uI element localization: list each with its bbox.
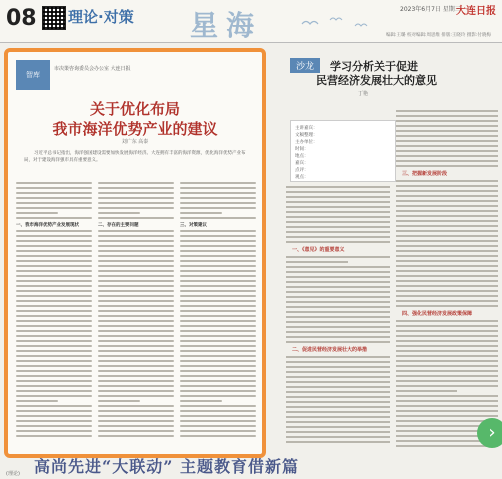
text-line [286,216,390,218]
text-line [98,405,174,407]
text-line [286,206,390,208]
text-line [16,335,92,337]
text-line [98,310,174,312]
text-line [286,301,390,303]
text-line [98,265,174,267]
text-line [180,315,256,317]
text-line [286,406,390,408]
text-line [396,125,498,127]
text-line [180,182,256,184]
text-line [16,340,92,342]
text-line [16,315,92,317]
article-tag: 智库 [16,60,50,90]
text-line [16,240,92,242]
editor-credits: 编辑:王璐 校对编辑:周思维 排版:王晓玲 摄影:付晓梅 [386,33,491,38]
text-line [16,390,92,392]
text-line [286,296,390,298]
text-line [16,255,92,257]
text-line [98,325,174,327]
text-line [180,435,256,437]
article-source: 市决策咨询委员会办公室 大连日报 [54,66,131,72]
article-section-heading: 一、我市海洋优势产业发展现状 [16,223,79,228]
text-line [16,192,92,194]
side-article-tag: 沙龙 [290,58,320,73]
text-line [180,430,256,432]
text-line [286,236,390,238]
text-line [180,400,222,402]
text-line [396,195,498,197]
text-line [396,130,498,132]
text-line [98,197,174,199]
text-line [98,202,174,204]
text-line [98,182,174,184]
text-line [98,320,174,322]
text-line [98,365,174,367]
text-line [396,345,498,347]
text-line [98,212,140,214]
text-line [98,390,174,392]
text-line [16,202,92,204]
text-line [396,360,498,362]
text-line [286,341,390,343]
text-line [286,416,390,418]
text-line [396,205,498,207]
text-line [180,340,256,342]
text-line [16,395,92,397]
text-line [396,330,498,332]
text-line [16,385,92,387]
info-row: 观点： [295,175,309,180]
text-line [180,310,256,312]
text-line [286,361,390,363]
text-line [286,396,390,398]
text-line [16,310,92,312]
text-line [396,280,498,282]
text-line [286,211,390,213]
text-line [180,230,256,232]
next-article-label: (理论) [6,471,20,477]
masthead: 星海 [190,9,263,42]
side-section-heading: 二、促进民营经济发展壮大的举措 [292,347,368,353]
text-line [180,360,256,362]
text-line [286,306,390,308]
text-line [396,365,498,367]
text-line [396,225,498,227]
text-line [396,275,498,277]
text-line [396,390,457,392]
text-line [286,316,390,318]
section-title: 理论·对策 [68,8,134,26]
text-line [396,240,498,242]
text-line [396,305,498,307]
text-line [98,410,174,412]
text-line [98,275,174,277]
text-line [16,400,58,402]
text-line [16,295,92,297]
text-line [396,200,498,202]
info-row: 地点： [295,154,309,159]
text-line [286,326,390,328]
text-line [286,421,390,423]
text-line [180,350,256,352]
text-line [286,186,390,188]
text-line [16,360,92,362]
text-line [98,335,174,337]
text-line [286,426,390,428]
text-line [396,325,498,327]
text-line [16,355,92,357]
text-line [396,210,498,212]
text-line [180,270,256,272]
text-line [396,160,498,162]
birds-illustration [300,14,380,34]
text-line [98,385,174,387]
text-line [98,425,174,427]
info-row: 文稿整理： [295,133,318,138]
text-line [16,182,92,184]
article-lead: 习近平总书记指出，海洋强国建设需要加快发展海洋经济。大连拥有丰富的海洋资源，优化海洋优势产业布局，对于建设海洋强市具有重要意义。 [24,151,246,163]
text-line [286,226,390,228]
text-line [396,115,498,117]
article-title-line1: 关于优化布局 [89,100,180,118]
text-line [286,281,390,283]
text-line [286,431,390,433]
text-line [286,241,390,243]
text-line [396,335,498,337]
text-line [98,270,174,272]
text-line [16,330,92,332]
text-line [286,196,390,198]
text-line [396,185,498,187]
text-line [98,375,174,377]
text-line [286,366,390,368]
side-article-title-line2[interactable]: 民营经济发展壮大的意见 [316,74,437,87]
text-line [180,187,256,189]
text-line [396,155,498,157]
text-line [180,355,256,357]
text-line [396,295,498,297]
text-line [286,401,390,403]
info-row: 主讲嘉宾： [295,126,318,131]
text-line [286,331,390,333]
text-line [286,286,390,288]
text-line [98,355,174,357]
text-line [180,240,256,242]
article-section-heading: 二、存在的主要问题 [98,223,139,228]
text-line [396,400,498,402]
text-line [98,260,174,262]
text-line [180,207,256,209]
text-line [180,335,256,337]
text-line [16,380,92,382]
next-article-title[interactable]: 高尚先进“大联动” 主题教育借新篇 [34,457,299,476]
text-line [396,410,498,412]
text-line [98,380,174,382]
article-column [16,182,92,444]
text-line [396,340,498,342]
side-section-heading: 三、把握新发展阶段 [402,171,448,177]
text-line [396,415,498,417]
text-line [286,191,390,193]
text-line [180,275,256,277]
text-line [396,405,498,407]
text-line [286,291,390,293]
text-line [180,425,256,427]
text-line [98,360,174,362]
text-line [286,256,390,258]
text-line [98,370,174,372]
text-line [396,260,498,262]
text-line [396,135,498,137]
text-line [180,395,256,397]
text-line [16,217,92,219]
text-line [396,290,498,292]
text-line [396,285,498,287]
text-line [396,110,498,112]
text-line [98,235,174,237]
issue-date: 2023年6月7日 星期三 [400,6,461,13]
text-line [16,290,92,292]
text-line [16,410,92,412]
text-line [16,230,92,232]
text-line [286,441,390,443]
text-line [98,415,174,417]
next-page-button[interactable]: › [477,418,502,448]
text-line [98,340,174,342]
text-line [180,192,256,194]
text-line [180,197,256,199]
text-line [180,380,256,382]
text-line [16,365,92,367]
text-line [16,325,92,327]
text-line [16,435,92,437]
text-line [16,187,92,189]
text-line [396,255,498,257]
text-line [180,202,256,204]
article-byline: 刘广东 高泰 [121,139,149,145]
text-line [98,430,174,432]
text-line [286,391,390,393]
info-row: 嘉宾： [295,161,309,166]
text-line [16,320,92,322]
text-line [98,420,174,422]
text-line [396,180,498,182]
text-line [180,295,256,297]
text-line [396,215,498,217]
text-line [286,261,348,263]
text-line [16,370,92,372]
text-line [286,386,390,388]
text-line [286,381,390,383]
text-line [16,197,92,199]
text-line [98,240,174,242]
header-divider [0,42,502,43]
text-line [98,187,174,189]
text-line [180,265,256,267]
text-line [286,311,390,313]
text-line [396,150,498,152]
page-number: 08 [6,6,37,31]
text-line [16,260,92,262]
text-line [180,245,256,247]
text-line [396,140,498,142]
article-column [98,182,174,444]
text-line [180,375,256,377]
text-line [180,325,256,327]
article-section-heading: 三、对策建议 [180,223,207,228]
text-line [98,330,174,332]
text-line [396,265,498,267]
text-line [286,266,390,268]
text-line [396,235,498,237]
text-line [396,300,498,302]
text-line [16,345,92,347]
text-line [98,435,174,437]
article-column [180,182,256,444]
text-line [16,420,92,422]
text-line [180,365,256,367]
text-line [16,275,92,277]
text-line [98,305,174,307]
text-line [286,411,390,413]
newspaper-name: 大连日报 [456,6,496,17]
text-line [286,356,390,358]
text-line [98,315,174,317]
text-line [180,330,256,332]
text-line [98,395,174,397]
text-line [98,285,174,287]
text-line [16,235,92,237]
text-line [180,260,256,262]
text-line [180,370,256,372]
text-line [98,300,174,302]
text-line [16,270,92,272]
text-line [286,336,390,338]
side-section-heading: 四、强化民营经济发展政策保障 [402,311,473,317]
text-line [180,320,256,322]
text-line [16,415,92,417]
side-article-body [286,110,498,450]
text-line [286,231,390,233]
text-line [180,300,256,302]
text-line [396,165,498,167]
info-row: 时间： [295,147,309,152]
text-line [98,345,174,347]
text-line [180,217,256,219]
text-line [180,280,256,282]
text-line [98,192,174,194]
info-row: 点评： [295,168,309,173]
text-line [98,290,174,292]
text-line [286,376,390,378]
text-line [180,290,256,292]
text-line [396,375,498,377]
text-line [98,400,140,402]
text-line [16,207,92,209]
text-line [396,350,498,352]
text-line [98,230,174,232]
text-line [286,201,390,203]
text-line [286,271,390,273]
text-line [396,270,498,272]
text-line [180,385,256,387]
text-line [286,276,390,278]
text-line [396,220,498,222]
text-line [98,295,174,297]
text-line [396,385,498,387]
text-line [98,250,174,252]
text-line [98,255,174,257]
qr-code-icon [42,6,66,30]
text-line [16,285,92,287]
text-line [180,305,256,307]
info-row: 主办单位： [295,140,318,145]
text-line [180,410,256,412]
text-line [180,420,256,422]
text-line [180,212,222,214]
text-line [98,207,174,209]
text-line [396,190,498,192]
text-line [396,120,498,122]
text-line [98,280,174,282]
text-line [286,371,390,373]
text-line [16,350,92,352]
text-line [180,235,256,237]
text-line [180,390,256,392]
text-line [286,436,390,438]
text-line [396,370,498,372]
text-line [16,250,92,252]
text-line [16,280,92,282]
text-line [180,345,256,347]
text-line [180,285,256,287]
text-line [286,321,390,323]
article-title-line2: 我市海洋优势产业的建议 [52,120,218,138]
text-line [396,145,498,147]
text-line [16,245,92,247]
text-line [180,415,256,417]
text-line [180,250,256,252]
text-line [16,265,92,267]
side-article-title-line1[interactable]: 学习分析关于促进 [330,60,418,73]
text-line [286,221,390,223]
side-article-byline: 丁艳 [358,91,369,97]
text-line [396,250,498,252]
text-line [16,425,92,427]
text-line [16,305,92,307]
text-line [16,405,92,407]
article-body [16,182,256,444]
text-line [396,380,498,382]
text-line [16,212,58,214]
text-line [180,405,256,407]
text-line [98,350,174,352]
text-line [98,217,174,219]
text-line [16,375,92,377]
text-line [180,255,256,257]
text-line [396,355,498,357]
main-article[interactable] [4,48,266,458]
text-line [16,300,92,302]
text-line [396,245,498,247]
text-line [16,430,92,432]
text-line [98,245,174,247]
text-line [396,395,498,397]
side-section-heading: 一、《意见》的重要意义 [292,247,345,253]
text-line [396,320,498,322]
text-line [396,230,498,232]
